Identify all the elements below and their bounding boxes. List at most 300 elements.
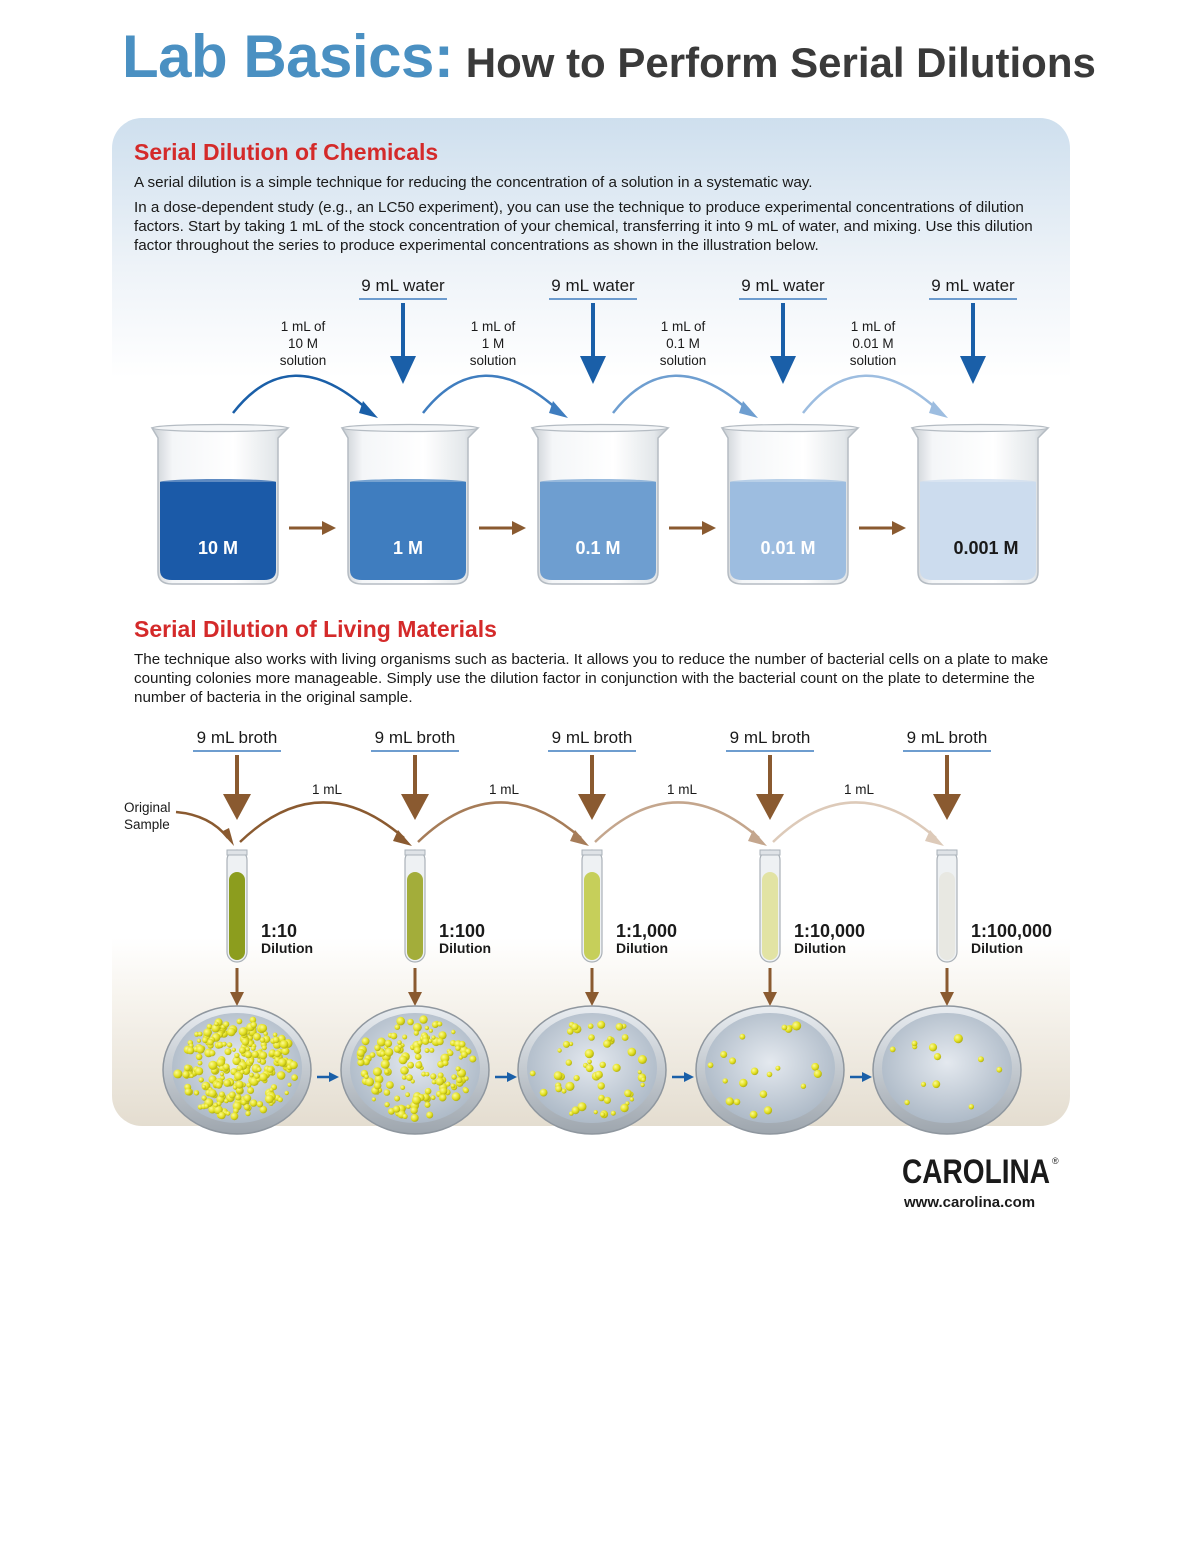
transfer-2 [423, 319, 568, 418]
bacterial-colony [412, 1096, 421, 1105]
bacterial-colony [996, 1067, 1002, 1073]
beaker-liquid-surface [730, 479, 846, 485]
bacterial-colony [251, 1046, 256, 1051]
bacterial-colony [726, 1097, 734, 1105]
bacterial-colony [384, 1069, 389, 1074]
bacterial-colony [904, 1100, 909, 1105]
water-input-2 [549, 276, 637, 384]
bacterial-colony [198, 1061, 203, 1066]
broth-input-4 [726, 728, 814, 820]
beaker-rim [342, 425, 478, 432]
beaker-rim [532, 425, 668, 432]
beaker-step-arrow [669, 521, 716, 535]
living-transfer-arrow [240, 802, 404, 842]
living-transfer-arrow [595, 802, 759, 842]
bacterial-colony [729, 1057, 736, 1064]
bacterial-colony [208, 1089, 216, 1097]
water-label: 9 mL water [931, 276, 1015, 295]
bacterial-colony [764, 1106, 772, 1114]
bacterial-colony [437, 1038, 444, 1045]
bacterial-colony [613, 1064, 621, 1072]
broth-label: 9 mL broth [196, 728, 278, 747]
broth-arrowhead [401, 794, 429, 820]
petri-plate-2 [341, 1006, 489, 1134]
bacterial-colony [446, 1082, 451, 1087]
beaker-liquid-surface [160, 479, 276, 485]
bacterial-colony [934, 1053, 941, 1060]
bacterial-colony [197, 1039, 201, 1043]
bacterial-colony [414, 1047, 421, 1054]
bacterial-colony [199, 1077, 204, 1082]
bacterial-colony [407, 1019, 414, 1026]
transfer-label-line3: solution [469, 353, 517, 368]
bacterial-colony [224, 1099, 229, 1104]
living-body: The technique also works with living organisms such as bacteria. It allows you to reduce the number of bacterial cells on a plate to make counting colonies more manageable. Simply use the dilution factor in conjunction with the bacterial count on the plate to determine the number of bacteria in the original sample. [134, 651, 1049, 706]
bacterial-colony [425, 1026, 429, 1030]
bacterial-colony [572, 1106, 580, 1114]
bacterial-colony [251, 1022, 257, 1028]
bacterial-colony [370, 1052, 376, 1058]
broth-label: 9 mL broth [729, 728, 811, 747]
bacterial-colony [415, 1053, 422, 1060]
chemicals-intro: A serial dilution is a simple technique for reducing the concentration of a solution in a systematic way. [134, 174, 813, 191]
bacterial-colony [607, 1036, 612, 1041]
transfer-label-line3: solution [849, 353, 897, 368]
chemicals-body: In a dose-dependent study (e.g., an LC50 experiment), you can use the technique to produce experimental concentrations of dilution factors. Start by taking 1 mL of the stock concentration of your chemical, transferring it into 9 mL of water, and mixing. Use this dilution factor throughout the series to produce experimental concentrations as shown in the illustration below. [134, 199, 1033, 254]
beaker-4 [722, 425, 858, 585]
bacterial-colony [247, 1087, 254, 1094]
living-transfer-label: 1 mL [311, 782, 343, 797]
test-tube-5 [937, 850, 1052, 962]
tube-to-plate-arrow [763, 968, 777, 1006]
bacterial-colony [600, 1062, 606, 1068]
bacterial-colony [273, 1033, 278, 1038]
living-transfer-1 [240, 782, 412, 846]
bacterial-colony [372, 1097, 376, 1101]
bacterial-colony [595, 1071, 603, 1079]
water-arrowhead [390, 356, 416, 384]
bacterial-colony [723, 1078, 728, 1083]
bacterial-colony [641, 1077, 646, 1082]
bacterial-colony [385, 1048, 394, 1057]
beaker-liquid-surface [350, 479, 466, 485]
bacterial-colony [257, 1101, 263, 1107]
bacterial-colony [259, 1073, 268, 1082]
bacterial-colony [431, 1095, 436, 1100]
bacterial-colony [273, 1037, 280, 1044]
carolina-logo[interactable] [902, 1150, 1062, 1190]
water-arrowhead [580, 356, 606, 384]
bacterial-colony [588, 1034, 595, 1041]
bacterial-colony [586, 1064, 594, 1072]
bacterial-colony [362, 1037, 370, 1045]
bacterial-colony [227, 1028, 236, 1037]
bacterial-colony [274, 1050, 281, 1057]
bacterial-colony [400, 1066, 409, 1075]
tube-ratio: 1:1,000 [616, 921, 678, 941]
bacterial-colony [978, 1056, 984, 1062]
bacterial-colony [402, 1035, 407, 1040]
tube-top [937, 850, 957, 855]
broth-arrowhead [933, 794, 961, 820]
tube-liquid [229, 872, 245, 960]
bacterial-colony [566, 1059, 572, 1065]
bacterial-colony [574, 1075, 580, 1081]
bacterial-colony [250, 1099, 257, 1106]
bacterial-colony [214, 1103, 218, 1107]
bacterial-colony [237, 1019, 243, 1025]
bacterial-colony [245, 1111, 250, 1116]
bacterial-colony [708, 1062, 714, 1068]
tube-ratio: 1:100 [439, 921, 486, 941]
bacterial-colony [267, 1066, 274, 1073]
bacterial-colony [196, 1045, 204, 1053]
beaker-3 [532, 425, 668, 585]
broth-arrowhead [578, 794, 606, 820]
bacterial-colony [452, 1092, 461, 1101]
bacterial-colony [611, 1111, 616, 1116]
transfer-arrow [233, 376, 368, 413]
bacterial-colony [253, 1033, 261, 1041]
broth-inputs [193, 728, 991, 820]
bacterial-colony [932, 1080, 940, 1088]
bacterial-colony [554, 1071, 563, 1080]
bacterial-colony [431, 1035, 435, 1039]
bacterial-colony [259, 1051, 267, 1059]
bacterial-colony [437, 1022, 442, 1027]
bacterial-colony [187, 1047, 194, 1054]
tube-to-plate-arrow [408, 968, 422, 1006]
broth-input-1 [193, 728, 281, 820]
bacterial-colony [406, 1074, 413, 1081]
tube-to-plate-arrow [585, 968, 599, 1006]
living-transfer-3 [595, 782, 767, 846]
plate-step-arrow [317, 1072, 339, 1082]
bacterial-colony [381, 1060, 390, 1069]
transfer-label-line3: solution [659, 353, 707, 368]
bacterial-colony [585, 1049, 594, 1058]
tube-ratio: 1:10,000 [794, 921, 866, 941]
tube-dilution-word: Dilution [261, 940, 314, 956]
bacterial-colony [218, 1112, 225, 1119]
tube-ratio: 1:100,000 [971, 921, 1053, 941]
petri-plate-1 [163, 1006, 311, 1134]
water-arrowhead [770, 356, 796, 384]
bacterial-colony [811, 1063, 819, 1071]
tube-top [405, 850, 425, 855]
bacterial-colony [402, 1075, 407, 1080]
bacterial-colony [954, 1034, 963, 1043]
bacterial-colony [393, 1106, 400, 1113]
bacterial-colony [241, 1100, 246, 1105]
bacterial-colony [565, 1082, 574, 1091]
original-sample-line2: Sample [124, 817, 170, 832]
plate-step-arrow [495, 1072, 517, 1082]
broth-label: 9 mL broth [906, 728, 988, 747]
bacterial-colony [277, 1071, 286, 1080]
broth-label: 9 mL broth [551, 728, 633, 747]
bacterial-colony [173, 1069, 182, 1078]
bacterial-colony [254, 1073, 260, 1079]
broth-label: 9 mL broth [374, 728, 456, 747]
bacterial-colony [464, 1076, 469, 1081]
transfer-label-line2: 10 M [287, 336, 319, 351]
bacterial-colony [394, 1096, 400, 1102]
test-tube-3 [582, 850, 677, 962]
bacterial-colony [223, 1021, 229, 1027]
beaker-rim [722, 425, 858, 432]
bacterial-colony [374, 1045, 380, 1051]
bacterial-colony [204, 1104, 209, 1109]
bacterial-colony [195, 1067, 203, 1075]
bacterial-colony [385, 1040, 392, 1047]
bacterial-colony [203, 1028, 212, 1037]
bacterial-colony [280, 1040, 289, 1049]
bacterial-colony [227, 1042, 232, 1047]
petri-plates [163, 1006, 1021, 1134]
broth-input-5 [903, 728, 991, 820]
bacterial-colony [422, 1038, 429, 1045]
bacterial-colony [373, 1067, 382, 1076]
beaker-rim [152, 425, 288, 432]
bacterial-colony [638, 1070, 642, 1074]
bacterial-colony [430, 1073, 436, 1079]
bacterial-colony [417, 1040, 422, 1045]
transfer-4 [803, 319, 948, 418]
carolina-url[interactable]: www.carolina.com [904, 1194, 1036, 1211]
beaker-liquid [160, 482, 276, 580]
petri-plate-4 [696, 1006, 844, 1134]
bacterial-colony [278, 1058, 287, 1067]
bacterial-colony [419, 1015, 427, 1023]
bacterial-colony [185, 1088, 192, 1095]
beaker-liquid [350, 482, 466, 580]
bacterial-colony [540, 1089, 548, 1097]
bacterial-colony [414, 1031, 419, 1036]
transfer-label-line2: 1 M [481, 336, 505, 351]
original-sample [124, 800, 234, 846]
bacterial-colony [223, 1079, 231, 1087]
bacterial-colony [399, 1056, 408, 1065]
bacterial-colony [734, 1099, 741, 1106]
transfer-arrow [423, 376, 558, 413]
bacterial-colony [259, 1024, 267, 1032]
bacterial-colony [801, 1084, 806, 1089]
bacterial-colony [190, 1074, 194, 1078]
tube-top [227, 850, 247, 855]
transfer-label-line2: 0.1 M [666, 336, 700, 351]
living-transfer-arrow [418, 802, 581, 842]
transfer-arrow [803, 376, 938, 413]
bacterial-colony [374, 1082, 382, 1090]
bacterial-colony [792, 1021, 801, 1030]
bacterial-colony [208, 1061, 217, 1070]
bacterial-colony [415, 1062, 422, 1069]
transfer-label-line1: 1 mL of [280, 319, 326, 334]
bacterial-colony [912, 1041, 918, 1047]
bacterial-colony [202, 1085, 206, 1089]
beaker-label: 0.01 M [760, 538, 816, 558]
bacterial-colony [760, 1090, 768, 1098]
bacterial-colony [598, 1082, 605, 1089]
bacterial-colony [628, 1048, 637, 1057]
broth-input-3 [548, 728, 636, 820]
living-transfer-label: 1 mL [843, 782, 875, 797]
beaker-1 [152, 425, 288, 585]
beaker-5 [912, 425, 1048, 585]
bacterial-colony [398, 1044, 403, 1049]
test-tube-4 [760, 850, 865, 962]
bacterial-colony [219, 1091, 225, 1097]
bacterial-colony [285, 1091, 289, 1095]
living-transfer-2 [418, 782, 589, 846]
transfer-3 [613, 319, 758, 418]
tube-dilution-word: Dilution [794, 940, 847, 956]
logo-wordmark: CAROLINA [902, 1153, 1050, 1190]
water-input-4 [929, 276, 1017, 384]
broth-input-2 [371, 728, 459, 820]
bacterial-colony [425, 1072, 429, 1076]
bacterial-colony [249, 1058, 254, 1063]
bacterial-colony [257, 1067, 262, 1072]
bacterial-colony [201, 1095, 206, 1100]
bacterial-colony [269, 1088, 273, 1092]
transfer-label-line2: 0.01 M [852, 336, 894, 351]
bacterial-colony [751, 1068, 759, 1076]
bacterial-colony [229, 1091, 236, 1098]
transfer-label-line3: solution [279, 353, 327, 368]
water-label: 9 mL water [551, 276, 635, 295]
bacterial-colony [364, 1074, 369, 1079]
bacterial-colony [252, 1051, 259, 1058]
bacterial-colony [640, 1083, 644, 1087]
bacterial-colony [232, 1048, 236, 1052]
transfer-arrow [613, 376, 748, 413]
bacterial-colony [426, 1112, 433, 1119]
bacterial-colony [226, 1111, 231, 1116]
bacterial-colony [440, 1094, 447, 1101]
bacterial-colony [630, 1097, 634, 1101]
bacterial-colony [425, 1088, 432, 1095]
bacterial-colony [442, 1060, 448, 1066]
bacterial-colony [425, 1048, 430, 1053]
living-transfer-4 [773, 782, 944, 846]
beaker-liquid-surface [920, 479, 1036, 485]
bacterial-colony [257, 1059, 261, 1063]
tube-top [582, 850, 602, 855]
bacterial-colony [620, 1104, 628, 1112]
bacterial-colony [451, 1030, 455, 1034]
bacterial-colony [400, 1085, 405, 1090]
beaker-liquid-surface [540, 479, 656, 485]
bacterial-colony [182, 1071, 189, 1078]
transfer-label-line1: 1 mL of [470, 319, 516, 334]
bacterial-colony [223, 1064, 230, 1071]
bacterial-colony [397, 1040, 402, 1045]
bacterial-colony [456, 1066, 461, 1071]
living-heading: Serial Dilution of Living Materials [134, 616, 497, 642]
bacterial-colony [406, 1105, 410, 1109]
beaker-label: 1 M [392, 538, 424, 558]
bacterial-colony [214, 1022, 219, 1027]
living-transfer-label: 1 mL [488, 782, 520, 797]
bacterial-colony [384, 1102, 389, 1107]
bacterial-colony [451, 1074, 457, 1080]
bacterial-colony [740, 1034, 746, 1040]
bacterial-colony [235, 1094, 241, 1100]
petri-plate-3 [518, 1006, 666, 1134]
bacterial-colony [288, 1083, 292, 1087]
bacterial-colony [216, 1082, 223, 1089]
tube-liquid [939, 872, 955, 960]
bacterial-colony [440, 1087, 448, 1095]
bacterial-colony [207, 1039, 214, 1046]
bacterial-colony [239, 1047, 246, 1054]
bacterial-colony [455, 1046, 460, 1051]
registered-mark: ® [1052, 1156, 1059, 1166]
chemicals-heading: Serial Dilution of Chemicals [134, 139, 439, 165]
bacterial-colony [222, 1042, 227, 1047]
beaker-label: 0.1 M [575, 538, 621, 558]
petri-plate-5 [873, 1006, 1021, 1134]
tube-liquid [407, 872, 423, 960]
bacterial-colony [622, 1034, 629, 1041]
bacterial-colony [196, 1054, 203, 1061]
beaker-liquid [920, 482, 1036, 580]
bacterial-colony [720, 1051, 727, 1058]
bacterial-colony [429, 1029, 433, 1033]
bacterial-colony [814, 1070, 822, 1078]
bacterial-colony [557, 1048, 561, 1052]
beaker-step-arrow [859, 521, 906, 535]
tube-dilution-word: Dilution [439, 940, 492, 956]
water-label: 9 mL water [741, 276, 825, 295]
title-subtitle: How to Perform Serial Dilutions [465, 39, 1096, 86]
original-sample-arrow [176, 812, 228, 838]
bacterial-colony [407, 1062, 414, 1069]
plate-step-arrow [672, 1072, 694, 1082]
bacterial-colony [410, 1107, 417, 1114]
bacterial-colony [624, 1090, 632, 1098]
bacterial-colony [395, 1024, 401, 1030]
bacterial-colony [588, 1023, 594, 1029]
beaker-2 [342, 425, 478, 585]
bacterial-colony [929, 1043, 937, 1051]
bacterial-colony [436, 1077, 444, 1085]
bacterial-colony [425, 1102, 431, 1108]
beaker-liquid [730, 482, 846, 580]
bacterial-colony [463, 1088, 469, 1094]
bacterial-colony [469, 1056, 476, 1063]
test-tube-2 [405, 850, 491, 962]
tube-to-plate-arrows [230, 968, 954, 1006]
bacterial-colony [396, 1017, 405, 1026]
beaker-step-arrow [479, 521, 526, 535]
bacterial-colony [567, 1028, 574, 1035]
bacterial-colony [597, 1021, 605, 1029]
bacterial-colony [767, 1072, 773, 1078]
bacterial-colony [240, 1070, 245, 1075]
bacterial-colony [391, 1033, 398, 1040]
bacterial-colony [384, 1089, 391, 1096]
test-tubes [227, 850, 1052, 962]
bacterial-colony [245, 1051, 252, 1058]
transfer-label-line1: 1 mL of [850, 319, 896, 334]
bacterial-colony [278, 1097, 283, 1102]
bacterial-colony [220, 1072, 224, 1076]
bacterial-colony [239, 1027, 248, 1036]
bacterial-colony [235, 1081, 243, 1089]
